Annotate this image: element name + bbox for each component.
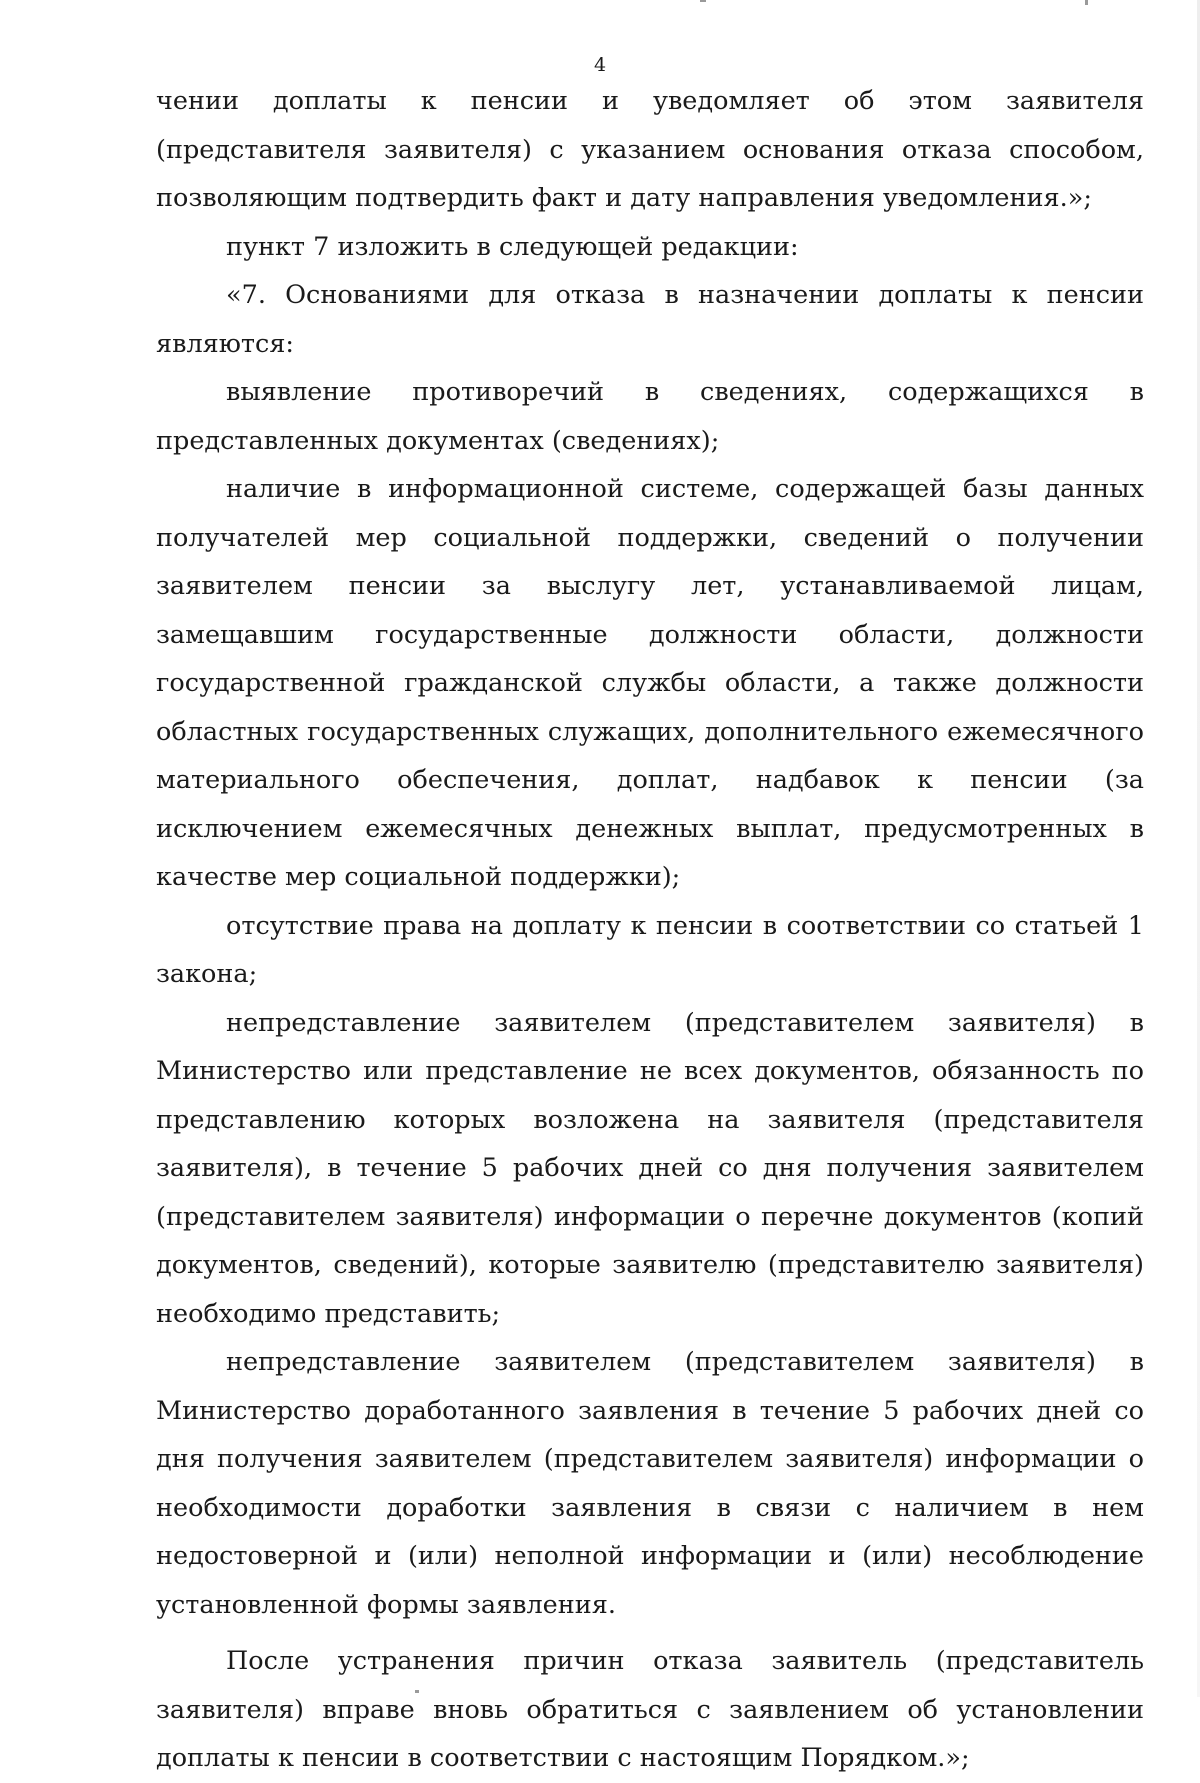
- scan-artifact-top: [700, 0, 706, 2]
- paragraph-ground-info-system: наличие в информационной системе, содержащей базы данных получателей мер социальной поддержки, сведений о получении заявителем пенсии за выслугу лет, устанавливаемой лицам, замещавшим государственные должности области, должности государственной гражданской службы области, а также должности областных государственных служащих, дополнительного ежемесячного материального обеспечения, доплат, надбавок к пенсии (за исключением ежемесячных денежных выплат, предусмотренных в качестве мер социальной поддержки);: [156, 474, 1144, 892]
- paragraph-amendment-intro: пункт 7 изложить в следующей редакции:: [226, 231, 799, 262]
- paragraph-ground-revised-application: непредставление заявителем (представителем заявителя) в Министерство доработанного заявления в течение 5 рабочих дней со дня получения заявителем (представителем заявителя) информации о необходимости доработки заявления в связи с наличием в нем недостоверной и (или) неполной информации и (или) несоблюдение установленной формы заявления.: [156, 1347, 1144, 1620]
- paragraph-reapplication: После устранения причин отказа заявитель (представитель заявителя) вправе вновь обратиться с заявлением об установлении доплаты к пенсии в соответствии с настоящим Порядком.»;: [156, 1646, 1144, 1773]
- paragraph-ground-contradictions: выявление противоречий в сведениях, содержащихся в представленных документах (сведениях);: [156, 377, 1144, 456]
- paragraph-grounds-heading: «7. Основаниями для отказа в назначении доплаты к пенсии являются:: [156, 280, 1144, 359]
- page-number: 4: [593, 54, 607, 76]
- scan-artifact-top-right: [1085, 0, 1088, 5]
- document-body: [156, 77, 1144, 1783]
- paragraph-ground-no-right: отсутствие права на доплату к пенсии в соответствии со статьей 1 закона;: [156, 910, 1144, 989]
- paragraph-continuation: чении доплаты к пенсии и уведомляет об этом заявителя (представителя заявителя) с указанием основания отказа способом, позволяющим подтвердить факт и дату направления уведомления.»;: [156, 86, 1144, 213]
- paragraph-ground-missing-documents: непредставление заявителем (представителем заявителя) в Министерство или представление не всех документов, обязанность по представлению которых возложена на заявителя (представителя заявителя), в течение 5 рабочих дней со дня получения заявителем (представителем заявителя) информации о перечне документов (копий документов, сведений), которые заявителю (представителю заявителя) необходимо представить;: [156, 1007, 1144, 1329]
